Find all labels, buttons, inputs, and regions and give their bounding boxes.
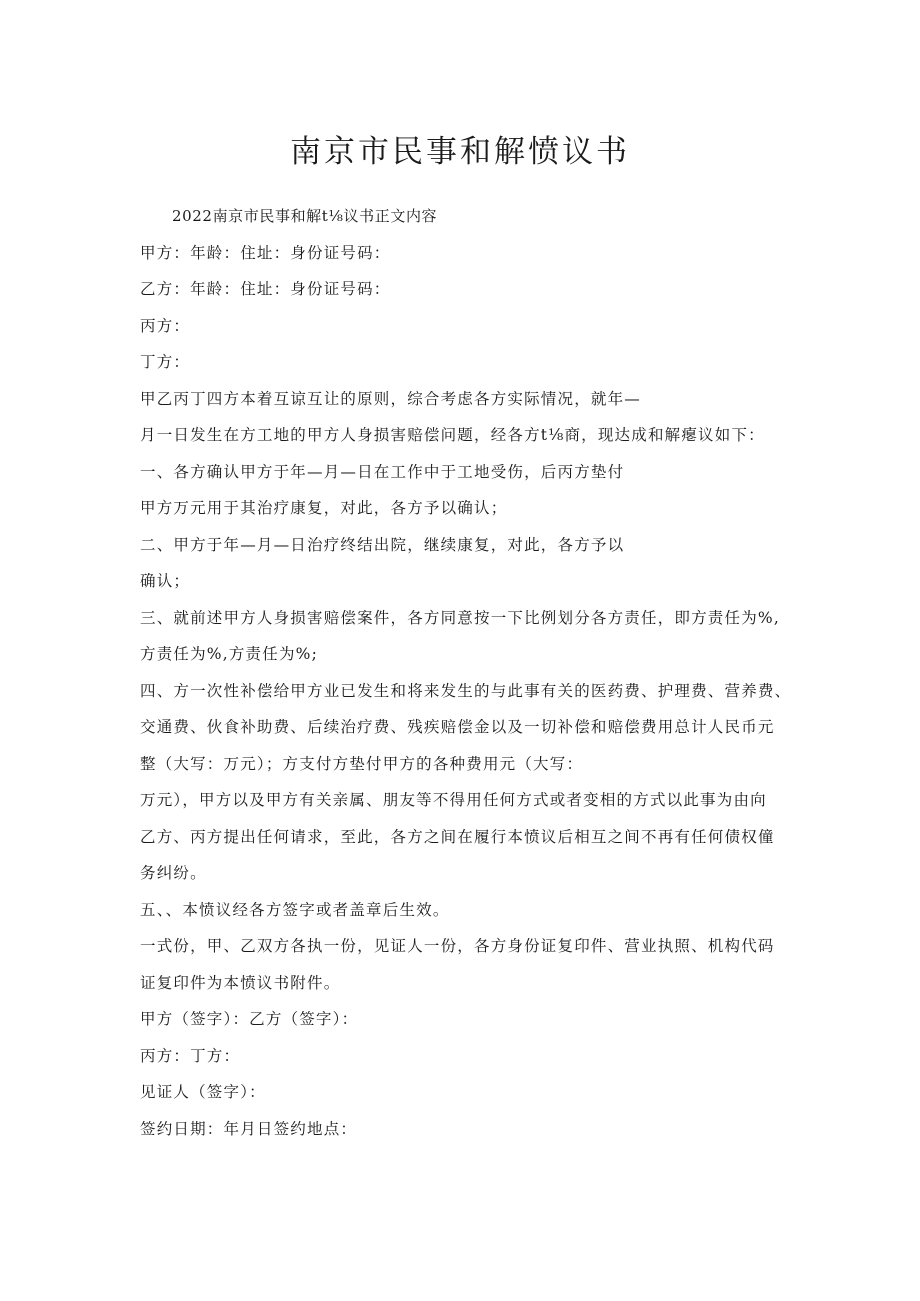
body-line: 万元），甲方以及甲方有关亲属、朋友等不得用任何方式或者变相的方式以此事为由向 [140, 791, 767, 809]
document-title: 南京市民事和解愤议书 [290, 134, 630, 170]
body-line-party-c: 丙方： [140, 316, 191, 335]
body-line-party-b: 乙方：年龄：住址：身份证号码： [140, 280, 391, 298]
body-line: 证复印件为本愤议书附件。 [140, 973, 341, 992]
body-line: 一、各方确认甲方于年—月—日在工作中于工地受伤，后丙方垫付 [140, 462, 625, 481]
body-line: 整（大写：万元）；方支付方垫付甲方的各种费用元（大写： [140, 754, 584, 773]
body-line: 确认； [140, 572, 191, 590]
body-line: 务纠纷。 [140, 864, 207, 882]
signature-line-parties-ab: 甲方（签字）：乙方（签字）： [140, 1010, 359, 1028]
body-line: 甲方万元用于其治疗康复，对此，各方予以确认； [140, 499, 508, 517]
signature-line-parties-cd: 丙方：丁方： [140, 1046, 241, 1065]
document-body [140, 202, 800, 1151]
body-line: 月一日发生在方工地的甲方人身损害赔偿问题，经各方t⅛商，现达成和解瘪议如下： [140, 426, 765, 444]
body-line: 方责任为%,方责任为%; [140, 645, 319, 663]
body-line: 乙方、丙方提出任何请求，至此，各方之间在履行本愤议后相互之间不再有任何债权僮 [140, 827, 775, 846]
body-line: 一式份，甲、乙双方各执一份，见证人一份，各方身份证复印件、营业执照、机构代码 [140, 937, 775, 955]
body-line: 交通费、伙食补助费、后续治疗费、残疾赔偿金以及一切补偿和赔偿费用总计人民币元 [140, 718, 775, 736]
signing-date-location: 签约日期：年月日签约地点： [140, 1119, 358, 1138]
body-line: 五、、本愤议经各方签字或者盖章后生效。 [140, 900, 450, 919]
signature-line-witness: 见证人（签字）： [140, 1083, 266, 1101]
body-line: 甲乙丙丁四方本着互谅互让的原则，综合考虑各方实际情况，就年— [140, 389, 642, 408]
body-line: 二、甲方于年—月—日治疗终结出院，继续康复，对此，各方予以 [140, 535, 625, 554]
body-line: 四、方一次性补偿给甲方业已发生和将来发生的与此事有关的医药费、护理费、营养费、 [140, 681, 792, 700]
body-line-party-d: 丁方： [140, 353, 191, 371]
body-line-subtitle: 2022南京市民事和解t⅛议书正文内容 [172, 207, 438, 225]
body-line: 三、就前述甲方人身损害赔偿案件，各方同意按一下比例划分各方责任，即方责任为%, [140, 608, 780, 627]
body-line-party-a: 甲方：年龄：住址：身份证号码： [140, 243, 391, 262]
